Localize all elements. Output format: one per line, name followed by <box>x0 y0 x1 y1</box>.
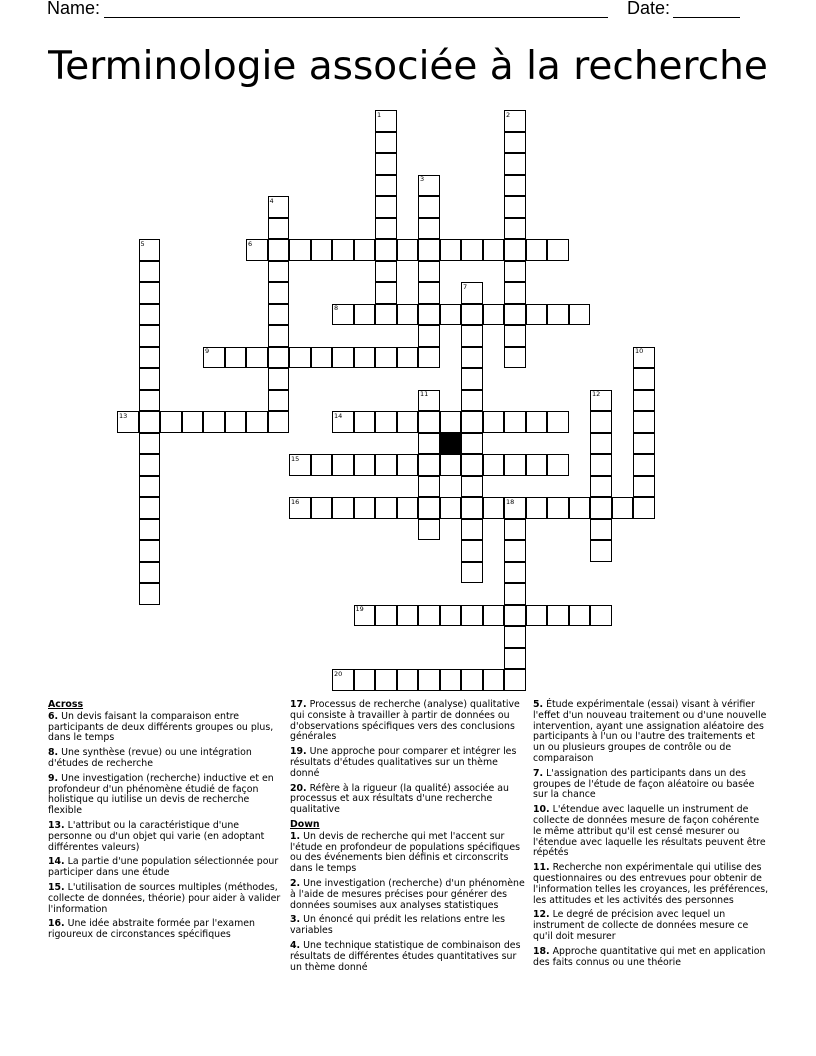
clue-down-11: 11. Recherche non expérimentale qui utilise des questionnaires ou des entrevues pour obtenir de l'information telles les croyances, les préférences, les attitudes et les activités des personnes <box>533 862 769 906</box>
crossword-cell[interactable] <box>375 218 397 240</box>
crossword-cell[interactable] <box>139 347 161 369</box>
crossword-cell[interactable] <box>225 411 247 433</box>
across-heading: Across <box>48 699 84 710</box>
crossword-cell[interactable] <box>440 411 462 433</box>
cell-number: 3 <box>420 175 425 183</box>
crossword-cell[interactable] <box>483 304 505 326</box>
crossword-cell[interactable] <box>418 476 440 498</box>
crossword-cell[interactable] <box>354 411 376 433</box>
crossword-cell[interactable] <box>504 454 526 476</box>
crossword-cell[interactable] <box>483 669 505 691</box>
crossword-cell[interactable] <box>547 239 569 261</box>
crossword-cell[interactable] <box>569 605 591 627</box>
crossword-cell[interactable] <box>590 411 612 433</box>
cell-number: 11 <box>420 390 429 398</box>
crossword-cell[interactable] <box>461 433 483 455</box>
crossword-cell[interactable] <box>375 132 397 154</box>
crossword-cell[interactable] <box>547 454 569 476</box>
crossword-cell[interactable] <box>375 153 397 175</box>
crossword-cell[interactable] <box>526 454 548 476</box>
crossword-cell[interactable] <box>375 239 397 261</box>
crossword-cell[interactable] <box>461 669 483 691</box>
crossword-cell[interactable] <box>461 347 483 369</box>
crossword-cell[interactable] <box>461 239 483 261</box>
cell-number: 6 <box>248 239 253 248</box>
clue-across-15: 15. L'utilisation de sources multiples (méthodes, collecte de données, théorie) pour aider à valider l'information <box>48 881 281 915</box>
crossword-cell[interactable] <box>289 239 311 261</box>
crossword-cell[interactable] <box>526 411 548 433</box>
clue-down-10: 10. L'étendue avec laquelle un instrument de collecte de données mesure de façon cohérente le même attribut qu'il est censé mesurer ou l'étendue avec laquelle les résultats peuvent être répétés <box>533 804 766 859</box>
clues-column-1 <box>48 700 284 945</box>
clue-down-7: 7. L'assignation des participants dans un des groupes de l'étude de façon aléatoire ou basée sur la chance <box>533 767 755 801</box>
clue-down-4: 4. Une technique statistique de combinaison des résultats de différentes études quantitatives sur un thème donné <box>290 939 521 973</box>
crossword-cell[interactable] <box>504 411 526 433</box>
crossword-cell[interactable] <box>461 454 483 476</box>
crossword-cell[interactable] <box>590 433 612 455</box>
crossword-cell[interactable] <box>375 196 397 218</box>
crossword-cell[interactable] <box>397 605 419 627</box>
crossword-cell[interactable] <box>461 519 483 541</box>
page-title: Terminologie associée à la recherche <box>48 44 768 89</box>
crossword-cell[interactable] <box>397 239 419 261</box>
crossword-cell[interactable] <box>440 239 462 261</box>
crossword-cell[interactable] <box>504 239 526 261</box>
crossword-cell[interactable] <box>375 304 397 326</box>
crossword-cell[interactable] <box>139 390 161 412</box>
clue-across-20: 20. Réfère à la rigueur (la qualité) associée au processus et aux résultats d'une recherche qualitative <box>290 782 509 816</box>
crossword-cell[interactable] <box>418 196 440 218</box>
crossword-cell[interactable] <box>397 454 419 476</box>
crossword-cell[interactable] <box>418 669 440 691</box>
crossword-cell[interactable] <box>332 239 354 261</box>
crossword-cell[interactable] <box>504 583 526 605</box>
cell-number: 10 <box>635 347 644 355</box>
crossword-cell[interactable] <box>375 411 397 433</box>
clue-across-8: 8. Une synthèse (revue) ou une intégration d'études de recherche <box>48 747 252 769</box>
cell-number: 5 <box>140 239 145 248</box>
cell-number: 15 <box>291 454 300 463</box>
crossword-cell[interactable] <box>139 368 161 390</box>
crossword-cell[interactable] <box>633 368 655 390</box>
crossword-cell[interactable] <box>375 347 397 369</box>
crossword-cell[interactable] <box>590 519 612 541</box>
crossword-cell[interactable] <box>461 325 483 347</box>
crossword-cell[interactable] <box>397 347 419 369</box>
crossword-cell[interactable] <box>440 605 462 627</box>
crossword-cell[interactable] <box>633 476 655 498</box>
crossword-cell[interactable] <box>547 411 569 433</box>
crossword-cell[interactable] <box>182 411 204 433</box>
crossword-cell[interactable] <box>633 454 655 476</box>
clue-across-16: 16. Une idée abstraite formée par l'examen rigoureux de circonstances spécifiques <box>48 918 255 941</box>
crossword-cell[interactable] <box>397 304 419 326</box>
crossword-cell[interactable] <box>246 411 268 433</box>
crossword-cell[interactable] <box>354 497 376 519</box>
cell-number: 8 <box>334 304 339 312</box>
clue-across-14: 14. La partie d'une population sélectionnée pour participer dans une étude <box>48 856 279 879</box>
crossword-cell[interactable] <box>332 454 354 476</box>
crossword-cell[interactable] <box>418 411 440 433</box>
crossword-cell[interactable] <box>461 390 483 412</box>
clue-across-13: 13. L'attribut ou la caractéristique d'une personne ou d'un objet qui varie (en adoptant différentes valeurs) <box>48 819 265 853</box>
crossword-cell[interactable] <box>461 368 483 390</box>
crossword-cell[interactable] <box>332 347 354 369</box>
crossword-cell[interactable] <box>526 239 548 261</box>
cell-number: 14 <box>334 411 343 420</box>
crossword-cell[interactable] <box>397 669 419 691</box>
crossword-cell[interactable] <box>246 347 268 369</box>
crossword-cell[interactable] <box>569 304 591 326</box>
crossword-cell[interactable] <box>139 411 161 433</box>
crossword-cell[interactable] <box>139 325 161 347</box>
cell-number: 13 <box>119 411 128 420</box>
crossword-cell[interactable] <box>504 261 526 283</box>
crossword-cell[interactable] <box>504 196 526 218</box>
crossword-cell[interactable] <box>354 454 376 476</box>
crossword-cell[interactable] <box>311 497 333 519</box>
crossword-cell[interactable] <box>504 347 526 369</box>
crossword-cell[interactable] <box>139 562 161 584</box>
crossword-cell[interactable] <box>504 562 526 584</box>
crossword-cell[interactable] <box>569 497 591 519</box>
crossword-cell[interactable] <box>354 347 376 369</box>
crossword-cell[interactable] <box>461 540 483 562</box>
crossword-cell[interactable] <box>590 497 612 519</box>
crossword-cell[interactable] <box>139 433 161 455</box>
crossword-cell[interactable] <box>375 454 397 476</box>
cell-number: 4 <box>269 196 274 205</box>
crossword-cell[interactable] <box>461 562 483 584</box>
crossword-cell[interactable] <box>139 476 161 498</box>
cell-number: 19 <box>355 605 364 613</box>
crossword-cell[interactable] <box>504 325 526 347</box>
crossword-cell[interactable] <box>483 605 505 627</box>
clues-column-2 <box>290 700 526 977</box>
clue-across-6: 6. Un devis faisant la comparaison entre participants de deux différents groupes ou plus, dans le temps <box>48 710 274 744</box>
crossword-cell[interactable] <box>483 454 505 476</box>
crossword-cell[interactable] <box>268 347 290 369</box>
crossword-cell[interactable] <box>461 411 483 433</box>
crossword-cell[interactable] <box>311 347 333 369</box>
crossword-cell[interactable] <box>461 476 483 498</box>
crossword-cell[interactable] <box>139 282 161 304</box>
crossword-cell[interactable] <box>418 304 440 326</box>
crossword-cell[interactable] <box>633 433 655 455</box>
cell-number: 7 <box>463 282 468 291</box>
crossword-cell[interactable] <box>504 669 526 691</box>
crossword-cell[interactable] <box>139 583 161 605</box>
cell-number: 18 <box>506 497 515 506</box>
clues-column-3 <box>533 700 769 972</box>
crossword-cell[interactable] <box>526 605 548 627</box>
crossword-cell[interactable] <box>225 347 247 369</box>
crossword-cell[interactable] <box>160 411 182 433</box>
down-heading: Down <box>290 818 320 830</box>
crossword-cell[interactable] <box>418 347 440 369</box>
crossword-cell[interactable] <box>440 497 462 519</box>
crossword-cell[interactable] <box>332 497 354 519</box>
clue-across-17: 17. Processus de recherche (analyse) qualitative qui consiste à travailler à partir de données ou d'observations spécifiques vers des conclusions générales <box>290 699 520 743</box>
crossword-cell[interactable] <box>375 175 397 197</box>
crossword-cell[interactable] <box>440 454 462 476</box>
crossword-cell[interactable] <box>504 153 526 175</box>
crossword-cell[interactable] <box>526 304 548 326</box>
clue-down-18: 18. Approche quantitative qui met en application des faits connus ou une théorie <box>533 945 766 968</box>
crossword-cell[interactable] <box>139 540 161 562</box>
crossword-cell[interactable] <box>504 218 526 240</box>
crossword-cell[interactable] <box>526 497 548 519</box>
crossword-cell[interactable] <box>418 261 440 283</box>
crossword-cell[interactable] <box>418 454 440 476</box>
crossword-cell[interactable] <box>418 433 440 455</box>
crossword-cell[interactable] <box>268 218 290 240</box>
crossword-cell[interactable] <box>633 390 655 412</box>
clue-down-12: 12. Le degré de précision avec lequel un instrument de collecte de données mesure ce qu'il doit mesurer <box>533 909 749 942</box>
crossword-cell[interactable] <box>504 540 526 562</box>
crossword-cell[interactable] <box>268 368 290 390</box>
clue-down-5: 5. Étude expérimentale (essai) visant à vérifier l'effet d'un nouveau traitement ou d'une nouvelle intervention, ayant une assignation aléatoire des participants à l'un ou l'autre des traitements et un ou plusieurs groupes de contrôle ou de comparaison <box>533 699 767 764</box>
crossword-cell[interactable] <box>440 669 462 691</box>
crossword-cell[interactable] <box>612 497 634 519</box>
crossword-cell[interactable] <box>203 411 225 433</box>
crossword-cell[interactable] <box>139 261 161 283</box>
crossword-cell[interactable] <box>397 497 419 519</box>
crossword-cell[interactable] <box>590 605 612 627</box>
crossword-cell[interactable] <box>590 454 612 476</box>
crossword-cell[interactable] <box>375 605 397 627</box>
crossword-cell[interactable] <box>461 497 483 519</box>
crossword-cell[interactable] <box>268 325 290 347</box>
crossword-cell[interactable] <box>590 540 612 562</box>
crossword-cell[interactable] <box>633 411 655 433</box>
crossword-cell[interactable] <box>461 304 483 326</box>
crossword-cell[interactable] <box>418 497 440 519</box>
crossword-cell[interactable] <box>268 304 290 326</box>
crossword-cell[interactable] <box>268 411 290 433</box>
crossword-cell[interactable] <box>440 304 462 326</box>
cell-number: 1 <box>377 110 382 119</box>
header <box>0 0 816 24</box>
clue-across-19: 19. Une approche pour comparer et intégrer les résultats d'études qualitatives sur un thème donné <box>290 746 517 779</box>
crossword-cell[interactable] <box>268 261 290 283</box>
name-field[interactable] <box>104 17 608 18</box>
date-label: Date: <box>627 0 671 18</box>
crossword-cell[interactable] <box>268 239 290 261</box>
crossword-cell[interactable] <box>504 648 526 670</box>
name-label: Name: <box>47 0 101 18</box>
crossword-cell[interactable] <box>375 282 397 304</box>
cell-number: 20 <box>334 669 343 678</box>
crossword-cell[interactable] <box>354 304 376 326</box>
crossword-cell[interactable] <box>461 605 483 627</box>
crossword-cell[interactable] <box>504 519 526 541</box>
crossword-cell[interactable] <box>311 454 333 476</box>
crossword-cell[interactable] <box>354 239 376 261</box>
crossword-cell[interactable] <box>375 669 397 691</box>
crossword-cell[interactable] <box>375 261 397 283</box>
clue-down-3: 3. Un énoncé qui prédit les relations entre les variables <box>290 914 506 937</box>
crossword-cell[interactable] <box>139 304 161 326</box>
crossword-cell[interactable] <box>504 132 526 154</box>
crossword-cell[interactable] <box>504 304 526 326</box>
crossword-cell[interactable] <box>418 519 440 541</box>
crossword-cell[interactable] <box>483 497 505 519</box>
crossword-cell[interactable] <box>354 669 376 691</box>
crossword-cell[interactable] <box>139 497 161 519</box>
crossword-cell[interactable] <box>504 605 526 627</box>
cell-number: 12 <box>592 390 601 398</box>
crossword-cell[interactable] <box>483 411 505 433</box>
crossword-cell[interactable] <box>418 605 440 627</box>
crossword-cell[interactable] <box>483 239 505 261</box>
crossword-cell[interactable] <box>418 325 440 347</box>
crossword-cell[interactable] <box>547 497 569 519</box>
crossword-cell[interactable] <box>397 411 419 433</box>
date-field[interactable] <box>673 17 740 18</box>
crossword-cell[interactable] <box>504 626 526 648</box>
crossword-cell[interactable] <box>418 282 440 304</box>
crossword-cell[interactable] <box>418 218 440 240</box>
clue-across-9: 9. Une investigation (recherche) inductive et en profondeur d'un phénomène étudié de façon holistique qu iutilise un devis de recherche flexible <box>48 772 274 817</box>
crossword-cell[interactable] <box>504 175 526 197</box>
crossword-cell[interactable] <box>139 454 161 476</box>
crossword-cell[interactable] <box>590 476 612 498</box>
crossword-cell[interactable] <box>268 390 290 412</box>
crossword-cell[interactable] <box>547 605 569 627</box>
crossword-cell[interactable] <box>375 497 397 519</box>
crossword-cell[interactable] <box>547 304 569 326</box>
crossword-cell[interactable] <box>418 239 440 261</box>
crossword-cell[interactable] <box>268 282 290 304</box>
cell-number: 16 <box>291 497 300 506</box>
crossword-cell[interactable] <box>139 519 161 541</box>
crossword-cell[interactable] <box>311 239 333 261</box>
crossword-cell[interactable] <box>633 497 655 519</box>
cell-number: 9 <box>205 347 210 355</box>
clue-down-2: 2. Une investigation (recherche) d'un phénomène à l'aide de mesures précises pour générer des données soumises aux analyses statistiques <box>290 877 525 911</box>
cell-number: 2 <box>506 110 511 119</box>
clue-down-1: 1. Un devis de recherche qui met l'accent sur l'étude en profondeur de populations spécifiques ou des événements bien définis et circonscrits dans le temps <box>290 830 521 875</box>
crossword-cell[interactable] <box>289 347 311 369</box>
crossword-black-cell <box>440 433 462 455</box>
crossword-cell[interactable] <box>504 282 526 304</box>
